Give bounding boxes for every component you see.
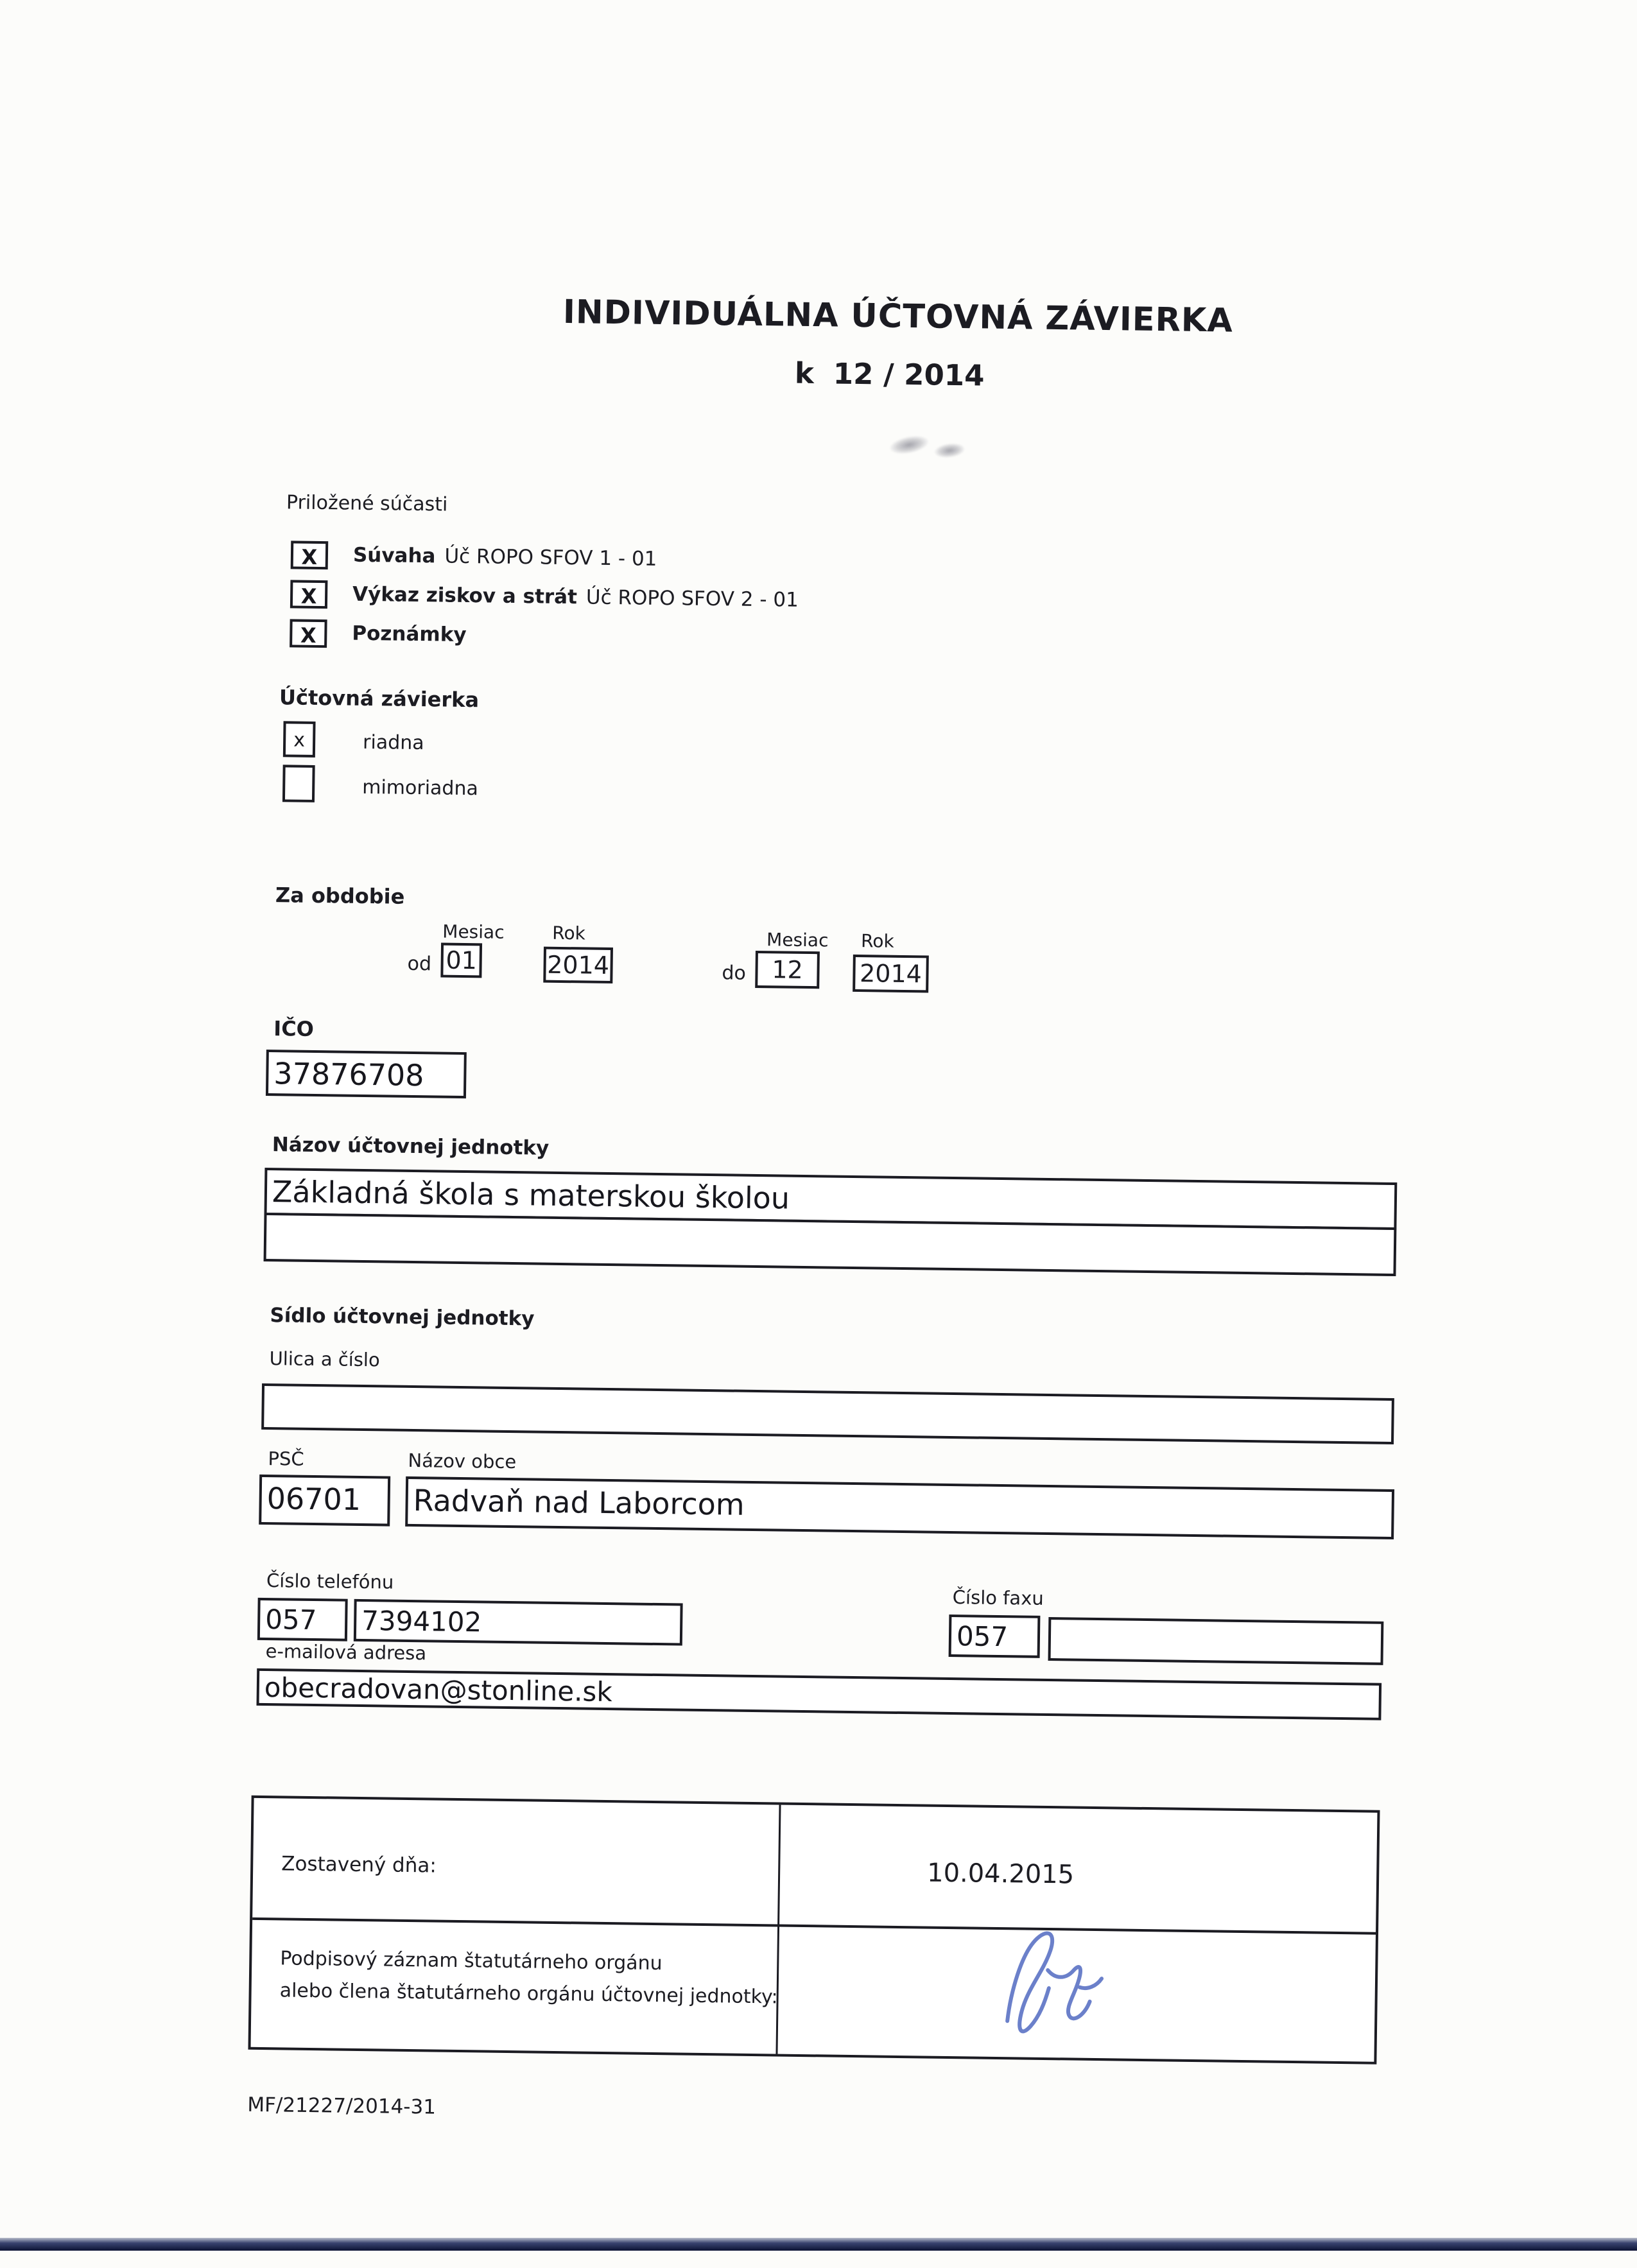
riadna-label: riadna (362, 731, 424, 755)
fax-label: Číslo faxu (952, 1586, 1044, 1609)
from-month-value: 01 (446, 946, 478, 975)
attachments-label: Priložené súčasti (286, 491, 448, 516)
signatory-label-line1: Podpisový záznam štatutárneho orgánu (280, 1947, 663, 1975)
page-title: INDIVIDUÁLNA ÚČTOVNÁ ZÁVIERKA (562, 293, 1234, 340)
checkbox-vykaz: X (290, 580, 328, 609)
scan-edge-strip (0, 2238, 1637, 2251)
from-year-value: 2014 (546, 950, 610, 980)
zavierka-label: Účtovná závierka (279, 685, 480, 713)
address-label: Sídlo účtovnej jednotky (270, 1304, 535, 1331)
period-heading-value: 12 / 2014 (833, 356, 985, 393)
compiled-date-value: 10.04.2015 (926, 1858, 1075, 1890)
street-label: Ulica a číslo (269, 1347, 380, 1371)
city-label: Názov obce (408, 1449, 517, 1473)
from-label: od (407, 952, 432, 976)
phone-number-value: 7394102 (361, 1605, 482, 1638)
to-month-value: 12 (772, 955, 804, 984)
attachment-item-code: Úč ROPO SFOV 1 - 01 (444, 544, 657, 571)
psc-label: PSČ (268, 1448, 304, 1470)
phone-prefix-value: 057 (264, 1604, 317, 1636)
from-month-label: Mesiac (442, 921, 505, 943)
attachment-item-name: Súvaha (352, 543, 436, 568)
checkbox-suvaha: X (291, 541, 329, 569)
signatory-label-line2: alebo člena štatutárneho orgánu účtovnej jednotky: (279, 1979, 778, 2009)
table-row-divider (252, 1917, 1376, 1935)
checkbox-mimoriadna (282, 765, 315, 802)
email-label: e-mailová adresa (265, 1640, 427, 1665)
street-value (264, 1386, 1392, 1403)
attachment-item (353, 541, 657, 574)
pencil-smudge-mark (933, 442, 966, 460)
mimoriadna-label: mimoriadna (362, 775, 479, 801)
entity-name-line1: Základná škola s materskou školou (272, 1174, 790, 1216)
ico-value: 37876708 (273, 1056, 424, 1093)
table-column-divider (775, 1805, 781, 2054)
psc-value: 06701 (266, 1481, 361, 1517)
compiled-date-label: Zostavený dňa: (281, 1852, 437, 1878)
signature-table (248, 1796, 1380, 2065)
ico-label: IČO (273, 1016, 315, 1041)
city-value: Radvaň nad Laborcom (413, 1483, 745, 1522)
period-label: Za obdobie (275, 883, 405, 909)
attachment-item-code: Úč ROPO SFOV 2 - 01 (585, 585, 799, 612)
to-year-value: 2014 (859, 959, 922, 989)
fax-prefix-value: 057 (956, 1620, 1009, 1653)
checkbox-riadna: x (283, 721, 316, 757)
attachment-item-name: Výkaz ziskov a strát (352, 582, 578, 609)
period-heading (562, 353, 1217, 395)
attachment-item-name: Poznámky (352, 621, 467, 647)
from-year-label: Rok (552, 922, 586, 944)
to-label: do (722, 962, 747, 985)
fax-number-value (1051, 1620, 1381, 1627)
to-month-label: Mesiac (766, 929, 829, 951)
pencil-smudge-mark (888, 433, 930, 457)
to-year-label: Rok (860, 930, 894, 952)
attachment-item (352, 580, 799, 615)
period-heading-prefix: k (794, 356, 815, 391)
checkbox-poznamky: X (290, 619, 327, 648)
signature-scribble (983, 1925, 1152, 2055)
attachment-item (352, 619, 476, 650)
entity-name-label: Názov účtovnej jednotky (272, 1133, 550, 1160)
email-value: obecradovan@stonline.sk (264, 1672, 613, 1708)
form-code: MF/21227/2014-31 (247, 2093, 437, 2119)
phone-label: Číslo telefónu (266, 1570, 394, 1593)
